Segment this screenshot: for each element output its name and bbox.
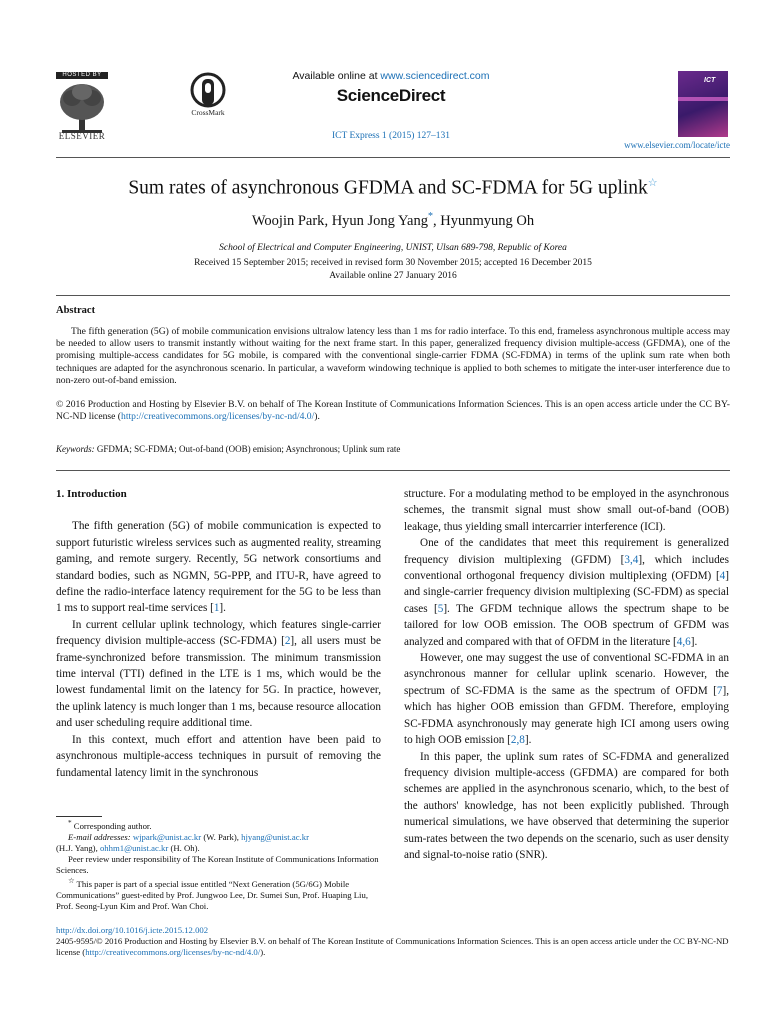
- email-link[interactable]: hjyang@unist.ac.kr: [241, 831, 309, 842]
- right-column: [404, 486, 729, 863]
- hosted-by-label: HOSTED BY: [56, 72, 108, 79]
- peer-review-note: Peer review under responsibility of The Korean Institute of Communications Information Sciences.: [56, 853, 379, 875]
- author-name: Woojin Park: [251, 212, 325, 229]
- author-name: Hyunmyung Oh: [440, 212, 535, 229]
- available-online-date: Available online 27 January 2016: [329, 271, 457, 281]
- keywords: [56, 444, 730, 454]
- left-column: [56, 486, 381, 781]
- special-issue-note: ☆ This paper is part of a special issue entitled “Next Generation (5G/6G) Mobile Communications” guest-edited by Prof. Jungwoo Lee, Dr. Sumei Sun, Prof. Huaping Liu, Prof. Seong-Lyun Kim and Prof. Wan Choi.: [56, 876, 368, 911]
- citation-link[interactable]: 2,8: [510, 734, 525, 747]
- citation-link[interactable]: 4: [719, 570, 726, 583]
- intro-paragraph-3: In this context, much effort and attention have been paid to asynchronous multiple-access techniques in pursuit of removing the fundamental latency limit in the synchronous: [56, 733, 381, 779]
- license-link[interactable]: http://creativecommons.org/licenses/by-nc-nd/4.0/: [85, 947, 261, 957]
- tree-icon: [56, 80, 108, 136]
- elsevier-tree-logo: [56, 72, 108, 132]
- sciencedirect-link[interactable]: www.sciencedirect.com: [380, 70, 490, 82]
- article-title-text: Sum rates of asynchronous GFDMA and SC-FDMA for 5G uplink: [128, 177, 648, 199]
- journal-url-link[interactable]: www.elsevier.com/locate/icte: [624, 140, 730, 150]
- intro-paragraph-4: One of the candidates that meet this requirement is generalized frequency division multiplexing (GFDM) [3,4], which includes conventional orthogonal frequency division multiplexing (OFDM) [4] and single-carrier frequency division multiplexing (SC-FDM) as special cases [5]. The GFDM technique allows the spectrum shape to be tailored for low OOB emission. The OOB spectrum of GFDM was analyzed and compared with that of OFDM in the literature [4,6].: [404, 537, 729, 648]
- publisher-name: ELSEVIER: [58, 131, 106, 141]
- cover-title: ICT: [704, 77, 716, 84]
- intro-paragraph-5: However, one may suggest the use of conventional SC-FDMA in an asynchronous manner for cellular uplink scenario. However, the spectrum of SC-FDMA is the same as the spectrum of OFDM [7], which has higher OOB emission than GFDM. Therefore, employing SC-FDMA asynchronously may generate high ICI among users owing to high OOB emission [2,8].: [404, 652, 729, 747]
- citation-link[interactable]: 1: [213, 602, 220, 615]
- received-dates: Received 15 September 2015; received in revised form 30 November 2015; accepted 16 December 2015: [194, 258, 592, 268]
- journal-cover-thumbnail: [678, 71, 728, 137]
- copyright-text: © 2016 Production and Hosting by Elsevier B.V. on behalf of The Korean Institute of Communications Information Sciences. This is an open access article under the CC BY-NC-ND license (: [56, 399, 730, 423]
- citation-link[interactable]: 5: [437, 602, 444, 615]
- abstract-heading: Abstract: [56, 305, 96, 316]
- crossmark-icon: [190, 72, 226, 112]
- available-online-prefix: Available online at: [292, 70, 381, 82]
- abstract-bottom-divider: [56, 470, 730, 471]
- email-link[interactable]: ohhm1@unist.ac.kr: [99, 842, 169, 853]
- citation-link[interactable]: 4,6: [676, 635, 691, 648]
- article-footer: [56, 925, 730, 958]
- intro-paragraph-6: In this paper, the uplink sum rates of SC-FDMA and generalized frequency division multiple-access (GFDMA) are compared for both schemes are applied in the asynchronous scenario, which, to the best of the authors' knowledge, has not been explicitly published. Through numerical simulations, we have observed that determining the superior sum-rates between the two depends on the scenario, such as user density and signal-to-noise ratio (SNR).: [404, 750, 729, 861]
- footnote-divider: [56, 816, 102, 817]
- intro-paragraph-1: The fifth generation (5G) of mobile communication is expected to support futuristic wireless services such as augmented reality, streaming gaming, and remote surgery. Recently, 5G network consortiums and standard bodies, such as NGMN, 5G-PPP, and ITU-R, have agreed to define the radio-interface latency requirement for the 5G to be less than 1 ms to support real-time services [1].: [56, 520, 381, 615]
- keywords-label: Keywords:: [56, 444, 95, 454]
- citation-link[interactable]: 7: [716, 684, 723, 697]
- title-footnote-mark[interactable]: ☆: [647, 177, 658, 189]
- email-link[interactable]: wjpark@unist.ac.kr: [132, 831, 202, 842]
- available-online-line: [276, 70, 506, 82]
- copyright-end: ).: [314, 411, 320, 423]
- email-addresses-cont: (H.J. Yang), ohhm1@unist.ac.kr (H. Oh).: [56, 842, 200, 853]
- corresponding-author-mark[interactable]: *: [427, 211, 433, 222]
- abstract-text: The fifth generation (5G) of mobile communication envisions ultralow latency less than 1 ms for radio interface. To this end, frameless asynchronous multiple access may be needed to allow users to transmit instantly without waiting for the next frame start. In this paper, generalized frequency division multiple-access (GFDMA), one of the promising multiple-access candidates for 5G mobile, is compared with the conventional single-carrier FDMA (SC-FDMA) in terms of the uplink sum rate when both techniques are adapted for the asynchronous scenario. In particular, a waveform windowing technique is applied to both schemes to mitigate the inter-user interference due to non-zero out-of-band emission.: [56, 326, 730, 386]
- author-list: Woojin Park, Hyun Jong Yang*, Hyunmyung Oh: [251, 211, 535, 229]
- article-title: [56, 176, 730, 200]
- header-divider: [56, 157, 730, 158]
- intro-paragraph-2: In current cellular uplink technology, which features single-carrier frequency division multiple-access (SC-FDMA) [2], all users must be frame-synchronized before transmission. The minimum transmission time interval (TTI) defined in the LTE is 1 ms, which would be the lowest fundamental limit on the latency for 5G. In practice, however, the uplink latency is much longer than 1 ms, because resource allocation and user scheduling require additional time.: [56, 618, 381, 730]
- footnotes: [56, 818, 381, 912]
- citation-link[interactable]: 3,4: [624, 553, 639, 566]
- cover-band: [678, 97, 728, 101]
- section-heading-introduction: 1. Introduction: [56, 488, 127, 500]
- sciencedirect-brand: ScienceDirect: [336, 86, 446, 105]
- keywords-list: GFDMA; SC-FDMA; Out-of-band (OOB) emision; Asynchronous; Uplink sum rate: [94, 444, 401, 454]
- doi-link[interactable]: http://dx.doi.org/10.1016/j.icte.2015.12.002: [56, 925, 209, 935]
- journal-reference: ICT Express 1 (2015) 127–131: [331, 131, 451, 141]
- crossmark-label: CrossMark: [191, 108, 225, 117]
- affiliation: School of Electrical and Computer Engineering, UNIST, Ulsan 689-798, Republic of Korea: [219, 243, 567, 253]
- corresponding-author-note: * Corresponding author.: [68, 819, 152, 831]
- abstract-copyright: [56, 399, 730, 423]
- license-link[interactable]: http://creativecommons.org/licenses/by-nc-nd/4.0/: [121, 411, 315, 423]
- citation-link[interactable]: 2: [284, 635, 291, 648]
- email-addresses: E-mail addresses: wjpark@unist.ac.kr (W. Park), hjyang@unist.ac.kr: [68, 831, 309, 842]
- abstract-top-divider: [56, 295, 730, 296]
- journal-header: [56, 68, 730, 160]
- intro-paragraph-3-cont: structure. For a modulating method to be employed in the asynchronous schemes, the transmit signal must show small out-of-band (OOB) leakage, thus yielding small intercarrier interference (ICI).: [404, 488, 729, 533]
- author-name: Hyun Jong Yang: [331, 212, 428, 229]
- issn-copyright: 2405-9595/© 2016 Production and Hosting by Elsevier B.V. on behalf of The Korean Institute of Communications Information Sciences. This is an open access article under the CC BY-NC-ND license (http://creativecommons.org/licenses/by-nc-nd/4.0/).: [56, 936, 729, 957]
